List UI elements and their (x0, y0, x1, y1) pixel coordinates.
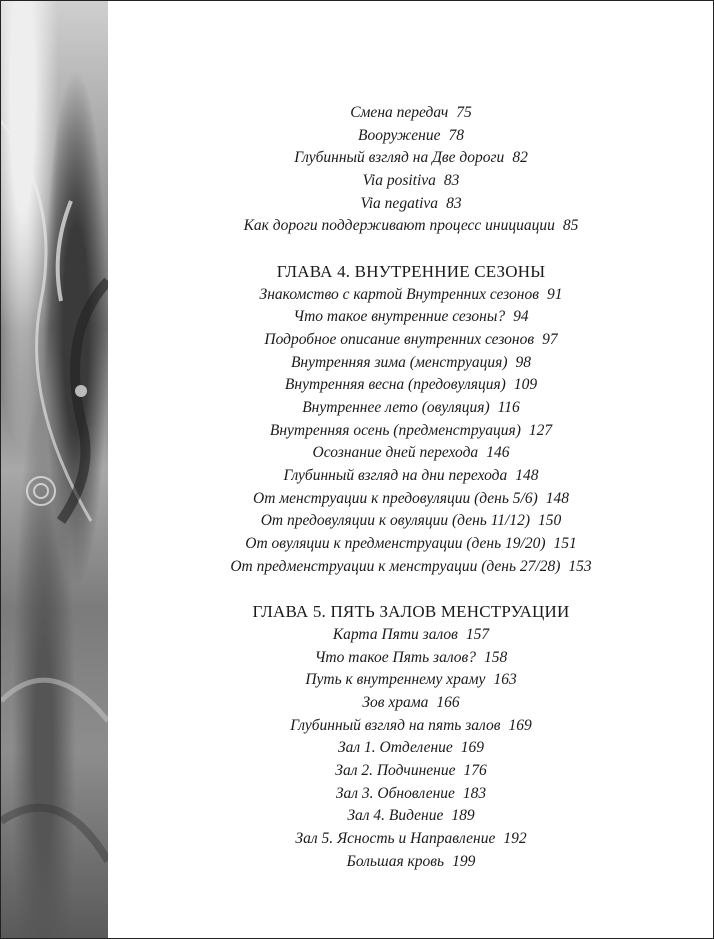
toc-entry-title: Подробное описание внутренних сезонов (264, 330, 535, 348)
toc-entry-title: Что такое внутренние сезоны? (293, 308, 506, 326)
toc-entry-title: От менструации к предовуляции (день 5/6) (253, 489, 538, 507)
toc-entry-title: Путь к внутреннему храму (305, 671, 486, 689)
toc-entry-title: Зал 2. Подчинение (335, 761, 456, 779)
toc-entry-page: 83 (443, 172, 460, 190)
toc-entry-page: 150 (538, 512, 562, 530)
toc-entry[interactable] (108, 510, 714, 533)
decorative-artwork-strip (1, 1, 108, 938)
toc-entry-page: 127 (528, 421, 553, 439)
artwork-strokes (1, 1, 108, 938)
toc-entry-page: 176 (463, 761, 487, 779)
toc-entry[interactable] (108, 147, 714, 170)
toc-entry[interactable] (108, 805, 714, 828)
toc-entry-title: Зов храма (362, 693, 429, 711)
toc-entry[interactable] (108, 329, 714, 352)
toc-entry-page: 109 (513, 376, 538, 394)
toc-entry[interactable] (108, 715, 714, 738)
toc-entry-page: 85 (562, 217, 579, 235)
toc-entry-title: Осознание дней перехода (312, 444, 479, 462)
toc-entry-title: Via negativa (360, 194, 439, 212)
toc-entry-page: 98 (515, 353, 532, 371)
toc-entry[interactable] (108, 851, 714, 874)
toc-entry-page: 157 (465, 625, 490, 643)
toc-entry[interactable] (108, 488, 714, 511)
toc-entry-page: 192 (503, 830, 527, 847)
toc-entry-title: Глубинный взгляд на Две дороги (294, 149, 505, 167)
toc-entry-page: 75 (456, 104, 472, 121)
toc-entry[interactable] (108, 215, 714, 238)
chapter-heading: ГЛАВА 5. ПЯТЬ ЗАЛОВ МЕНСТРУАЦИИ (252, 602, 570, 622)
toc-entry-page: 166 (436, 693, 460, 711)
toc-entry-page: 94 (513, 308, 529, 326)
toc-entry[interactable] (108, 420, 714, 443)
toc-entry[interactable] (108, 783, 714, 806)
toc-entry[interactable] (108, 624, 714, 647)
toc-entry-page: 183 (462, 784, 487, 802)
toc-entry-title: Как дороги поддерживают процесс инициации (243, 217, 555, 235)
toc-entry[interactable] (108, 193, 714, 216)
toc-entry[interactable] (108, 170, 714, 193)
toc-entry-title: Глубинный взгляд на пять залов (290, 716, 501, 734)
toc-entry-page: 82 (512, 149, 528, 167)
toc-entry-page: 146 (486, 444, 510, 462)
toc-entry-page: 148 (515, 467, 539, 484)
toc-entry-title: Внутренняя зима (менструация) (290, 353, 508, 371)
toc-entry-page: 163 (493, 671, 517, 689)
toc-entry[interactable] (108, 533, 714, 556)
toc-entry-page: 83 (446, 194, 462, 212)
toc-entry-title: От предовуляции к овуляции (день 11/12) (260, 512, 531, 530)
chapter-heading: ГЛАВА 4. ВНУТРЕННИЕ СЕЗОНЫ (276, 261, 546, 281)
toc-entry[interactable] (108, 760, 714, 783)
toc-entry[interactable] (108, 374, 714, 397)
toc-entry-title: Внутреннее лето (овуляция) (302, 398, 490, 416)
toc-entry-title: Карта Пяти залов (332, 625, 458, 643)
toc-entry-page: 97 (542, 330, 558, 348)
toc-entry-title: Зал 4. Видение (347, 807, 444, 825)
toc-entry-title: Внутренняя осень (предменструация) (269, 421, 521, 439)
toc-entry[interactable] (108, 556, 714, 579)
toc-entry-page: 158 (484, 648, 508, 666)
toc-entry[interactable] (108, 352, 714, 375)
toc-entry[interactable] (108, 647, 714, 670)
toc-entry-page: 153 (568, 557, 592, 575)
toc-entry-page: 78 (448, 126, 464, 144)
toc-entry[interactable] (108, 669, 714, 692)
toc-entry-title: Via positiva (362, 172, 436, 190)
toc-entry-title: Знакомство с картой Внутренних сезонов (259, 285, 539, 303)
toc-entry[interactable] (108, 306, 714, 329)
toc-entry[interactable] (108, 397, 714, 420)
toc-entry-title: Глубинный взгляд на дни перехода (283, 467, 508, 484)
toc-entry-page: 189 (451, 807, 475, 825)
toc-entry-page: 199 (452, 852, 476, 870)
toc-entry-title: От предменструации к менструации (день 27/28) (230, 557, 561, 575)
toc-entry-title: Большая кровь (346, 852, 445, 870)
toc-entry[interactable] (108, 828, 714, 851)
toc-entry-page: 169 (508, 716, 532, 734)
toc-entry-title: От овуляции к предменструации (день 19/20) (245, 535, 546, 553)
toc-entry-title: Зал 3. Обновление (335, 784, 455, 802)
toc-entry-title: Внутренняя весна (предовуляция) (284, 376, 506, 394)
toc-entry-title: Что такое Пять залов? (314, 648, 477, 666)
toc-entry[interactable] (108, 692, 714, 715)
toc-entry[interactable] (108, 125, 714, 148)
toc-entry[interactable] (108, 102, 714, 125)
toc-entry-page: 151 (553, 535, 577, 553)
toc-entry-page: 116 (497, 398, 520, 416)
toc-entry-page: 91 (546, 285, 563, 303)
toc-entry[interactable] (108, 465, 714, 488)
toc-entry-page: 169 (460, 739, 485, 757)
toc-entry-title: Вооружение (358, 126, 441, 144)
toc-entry[interactable] (108, 737, 714, 760)
toc-entry-page: 148 (545, 489, 569, 507)
table-of-contents (108, 102, 714, 873)
toc-entry-title: Смена передач (350, 104, 449, 121)
toc-entry-title: Зал 5. Ясность и Направление (295, 830, 496, 847)
toc-entry[interactable] (108, 284, 714, 307)
toc-entry[interactable] (108, 442, 714, 465)
toc-entry-title: Зал 1. Отделение (337, 739, 453, 757)
